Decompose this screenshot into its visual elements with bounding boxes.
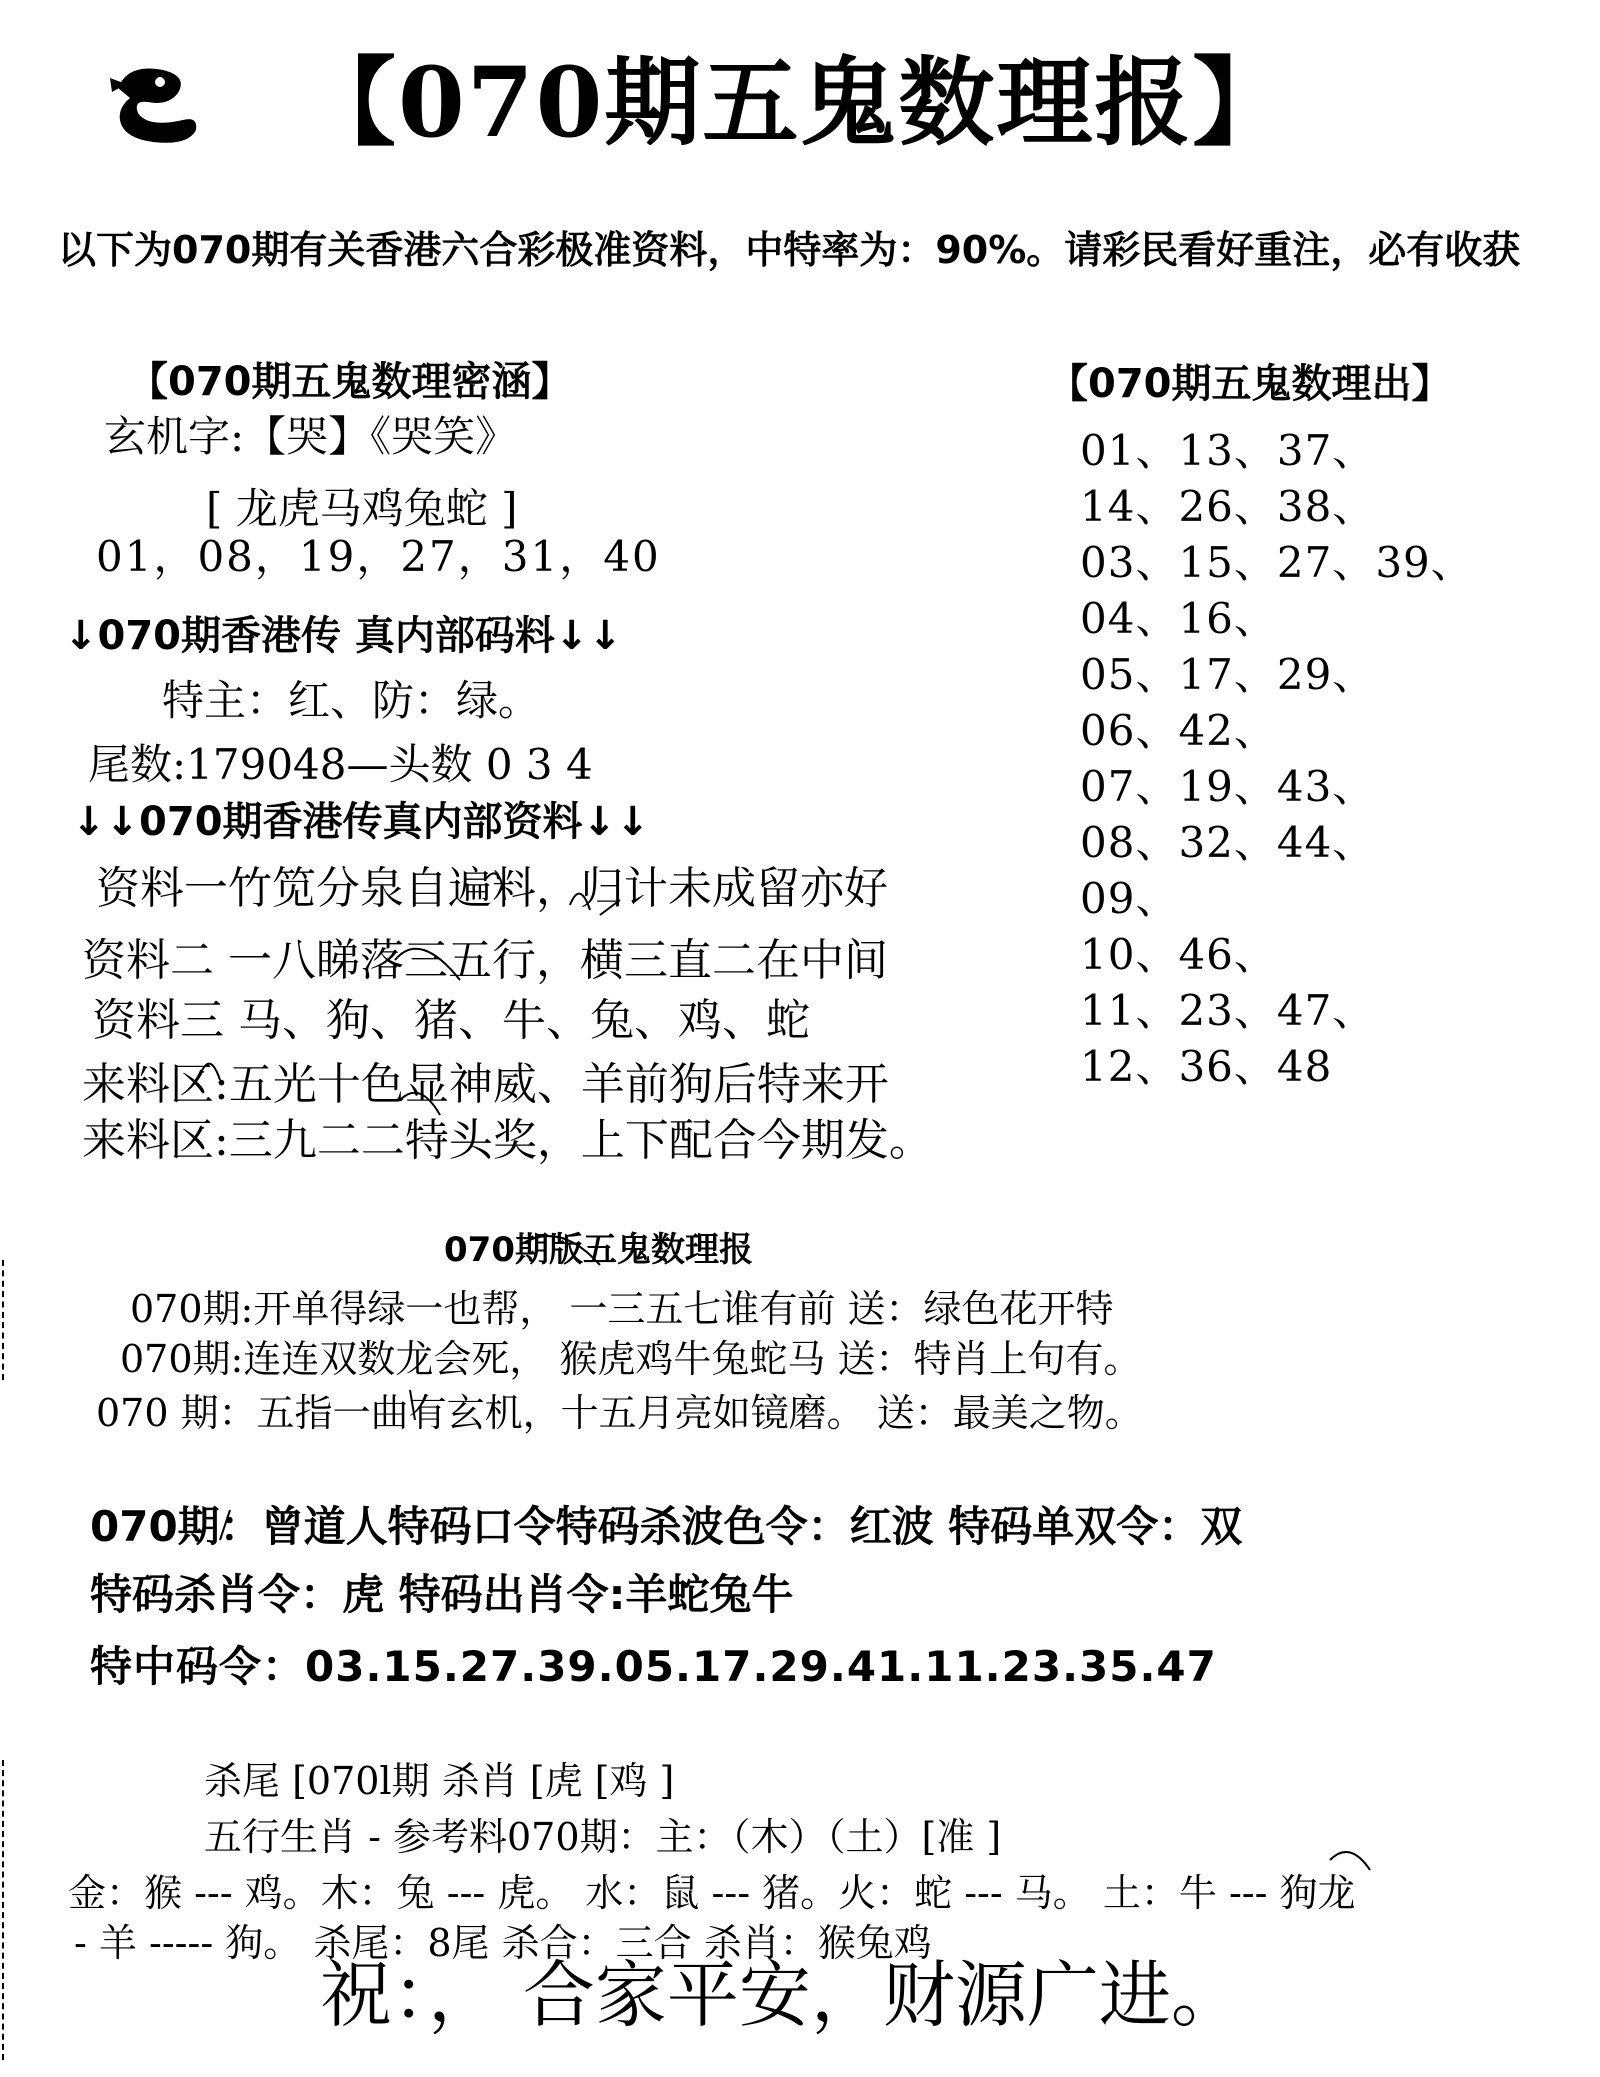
number-row: 10、46、 (1080, 930, 1277, 979)
left-section-title: 【070期五鬼数理密涵】 (128, 359, 572, 405)
kill-line: 杀尾 [070l期 杀肖 [虎 [鸡 ] (204, 1759, 675, 1803)
middle-title: 070期版五鬼数理报 (444, 1230, 753, 1270)
number-row: 03、15、27、39、 (1080, 538, 1474, 587)
order-line-1: 070期：曾道人特码口令特码杀波色令：红波 特码单双令：双 (90, 1502, 1243, 1551)
right-section-title: 【070期五鬼数理出】 (1048, 361, 1452, 407)
zodiac-line: [ 龙虎马鸡兔蛇 ] (206, 484, 518, 533)
middle-line-2: 070期:连连双数龙会死， 猴虎鸡牛兔蛇马 送：特肖上句有。 (120, 1337, 1142, 1381)
numbers-line: 01，08，19，27，31，40 (96, 532, 661, 581)
elements-line-2: - 羊 ----- 狗。 杀尾：8尾 杀合：三合 杀肖：猴兔鸡 (74, 1921, 932, 1965)
xuanji-line: 玄机字:【哭】《哭笑》 (104, 412, 518, 461)
order-line-3: 特中码令：03.15.27.39.05.17.29.41.11.23.35.47 (90, 1642, 1217, 1691)
intro-text: 以下为070期有关香港六合彩极准资料，中特率为：90%。请彩民看好重注，必有收获 (58, 228, 1521, 272)
order-line-2: 特码杀肖令：虎 特码出肖令:羊蛇兔牛 (90, 1570, 794, 1619)
tail-line: 尾数:179048—头数 0 3 4 (88, 740, 593, 789)
blessing: 祝：， 合家平安，财源广进。 (320, 1953, 1243, 2037)
number-row: 06、42、 (1080, 706, 1277, 755)
number-row: 08、32、44、 (1080, 818, 1376, 867)
number-row: 07、19、43、 (1080, 762, 1376, 811)
number-row: 12、36、48 (1080, 1042, 1333, 1091)
wuxing-line: 五行生肖 - 参考料070期：主：（木）（土）[准 ] (204, 1815, 1002, 1859)
middle-line-1: 070期:开单得绿一也帮， 一三五七谁有前 送：绿色花开特 (130, 1287, 1114, 1331)
info-3: 资料三 马、狗、猪、牛、兔、鸡、蛇 (92, 995, 810, 1046)
number-row: 11、23、47、 (1080, 986, 1376, 1035)
page-title: 【070期五鬼数理报】 (300, 46, 1291, 159)
info-1: 资料一竹笕分泉自遍料，归计未成留亦好 (96, 863, 888, 914)
scan-edge-mark (2, 1760, 14, 2060)
inside-title: ↓070期香港传 真内部码料↓↓ (64, 613, 622, 659)
number-row: 09、 (1080, 874, 1179, 923)
number-row: 01、13、37、 (1080, 426, 1376, 475)
inside-title-2: ↓↓070期香港传真内部资料↓↓ (72, 799, 650, 845)
number-row: 04、16、 (1080, 594, 1277, 643)
elements-line-1: 金：猴 --- 鸡。木：兔 --- 虎。 水：鼠 --- 猪。火：蛇 --- 马。 土：牛 --- 狗龙 (68, 1871, 1356, 1915)
number-row: 14、26、38、 (1080, 482, 1376, 531)
area-2: 来料区:三九二二特头奖，上下配合今期发。 (82, 1115, 933, 1166)
number-row: 05、17、29、 (1080, 650, 1376, 699)
area-1: 来料区:五光十色显神威、羊前狗后特来开 (82, 1059, 889, 1110)
info-2: 资料二 一八睇落三五行，横三直二在中间 (82, 935, 888, 986)
middle-line-3: 070 期：五指一曲有玄机，十五月亮如镜磨。 送：最美之物。 (96, 1391, 1143, 1435)
special-line: 特主：红、防：绿。 (162, 676, 541, 725)
scan-edge-mark (2, 1260, 14, 1380)
